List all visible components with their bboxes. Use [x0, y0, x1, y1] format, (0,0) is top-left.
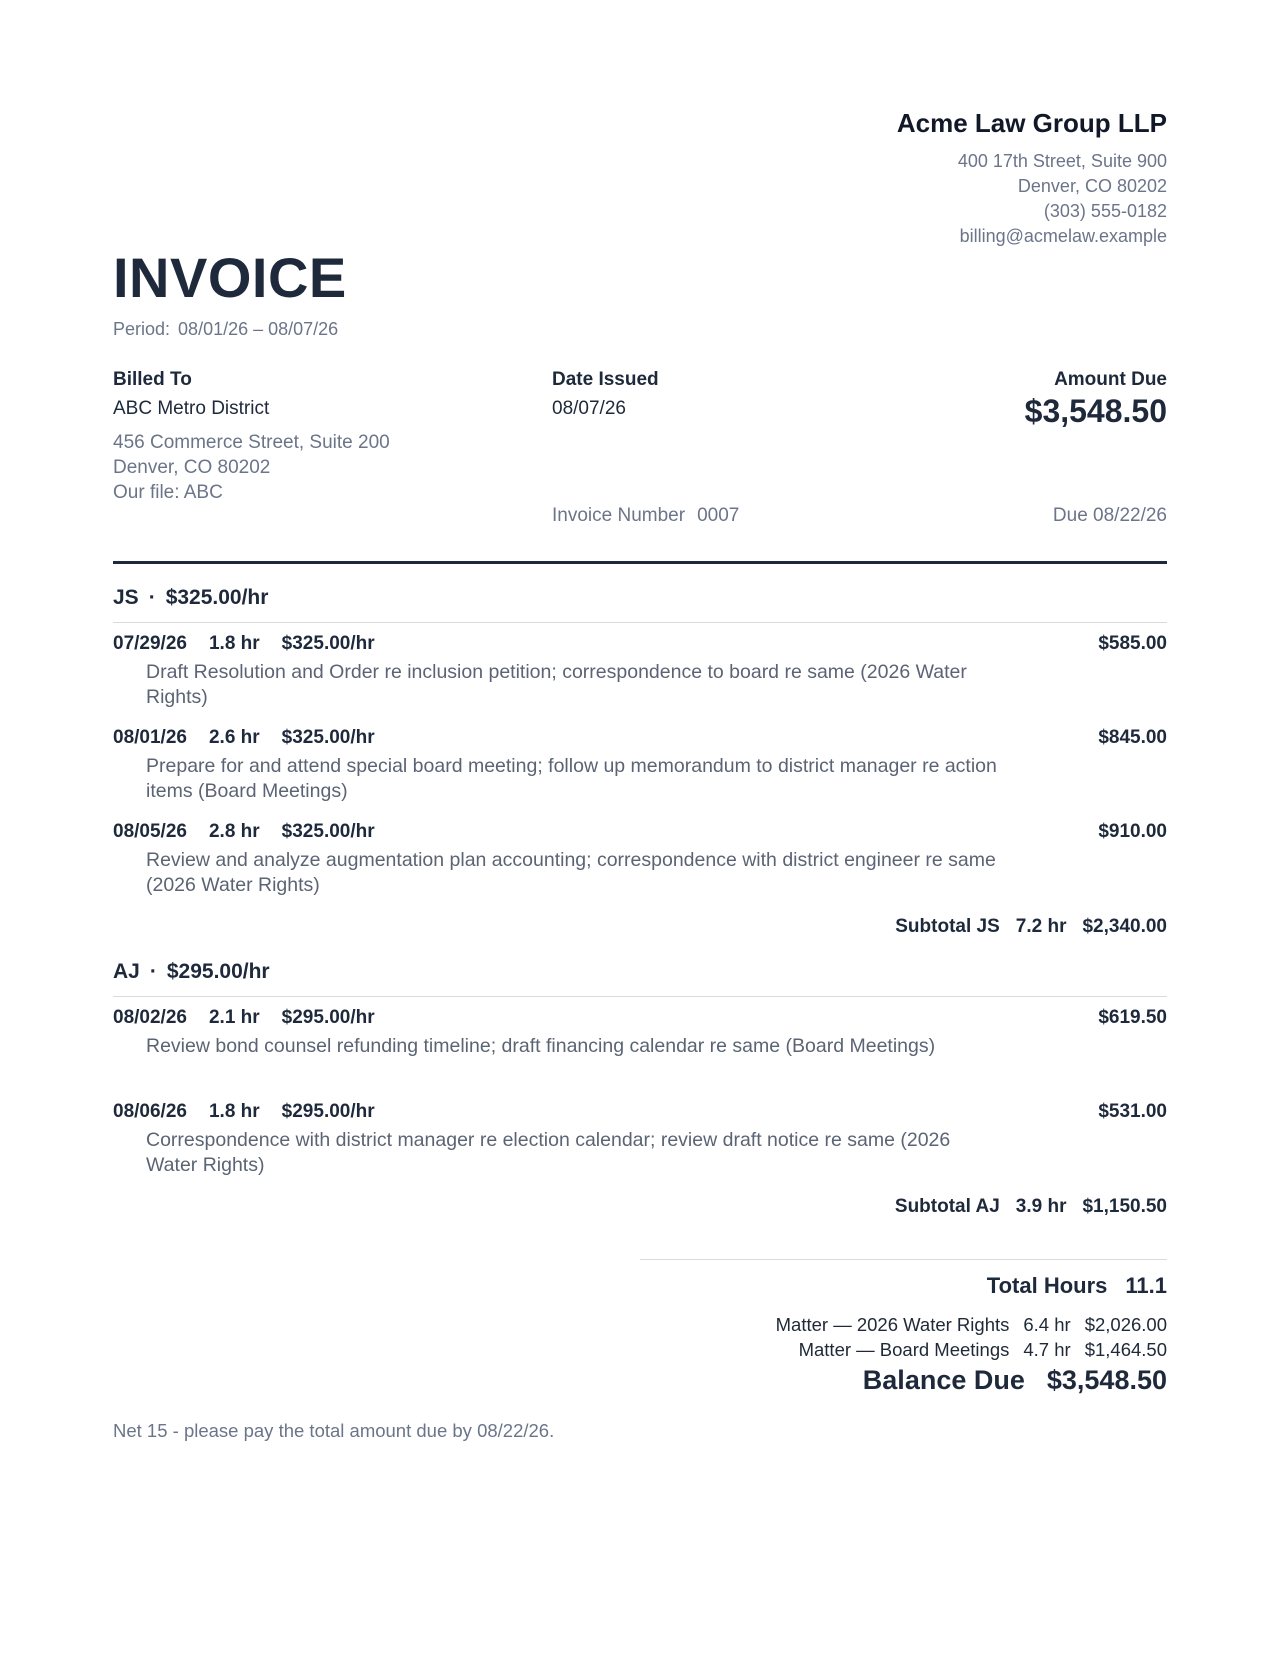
section-divider — [113, 996, 1167, 997]
invoice-title: INVOICE — [113, 246, 347, 309]
timekeeper-heading-js — [113, 586, 268, 610]
entry-date: 08/06/26 — [113, 1101, 187, 1122]
total-hours-value: 11.1 — [1125, 1273, 1167, 1298]
entry-hours: 2.8 hr — [208, 821, 260, 842]
date-issued-label: Date Issued — [552, 369, 659, 390]
entry-hours: 2.6 hr — [208, 727, 260, 748]
billed-to-label: Billed To — [113, 369, 192, 390]
payment-terms-note: Net 15 - please pay the total amount due by 08/22/26. — [113, 1420, 555, 1441]
entry-description: Review and analyze augmentation plan accounting; correspondence with district engineer re same (2026 Water Rights) — [146, 849, 996, 896]
entry-amount: $585.00 — [1098, 633, 1167, 654]
entry-amount: $531.00 — [1098, 1101, 1167, 1122]
date-issued-block — [552, 369, 659, 420]
subtotal-aj — [895, 1196, 1167, 1218]
period-value: 08/01/26 – 08/07/26 — [178, 319, 339, 339]
billed-to-block — [113, 369, 390, 505]
date-issued-value: 08/07/26 — [552, 398, 626, 419]
timekeeper-initials: JS — [113, 586, 139, 609]
entry-date: 08/02/26 — [113, 1007, 187, 1028]
subtotal-amount: $1,150.50 — [1082, 1196, 1167, 1217]
entry-rate: $325.00/hr — [281, 633, 375, 654]
matter-summary-row — [776, 1314, 1167, 1336]
client-address-line-1: 456 Commerce Street, Suite 200 — [113, 432, 390, 453]
subtotal-amount: $2,340.00 — [1082, 916, 1167, 937]
matter-hours: 4.7 hr — [1023, 1339, 1071, 1360]
invoice-period — [113, 319, 338, 340]
entry-rate: $295.00/hr — [281, 1007, 375, 1028]
time-entry — [113, 727, 1167, 804]
entry-date: 08/01/26 — [113, 727, 187, 748]
balance-due — [863, 1365, 1167, 1396]
invoice-number-label: Invoice Number — [552, 505, 686, 526]
client-file: Our file: ABC — [113, 482, 223, 503]
separator-dot: · — [149, 960, 157, 983]
matter-amount: $2,026.00 — [1084, 1314, 1167, 1335]
total-hours — [987, 1273, 1167, 1299]
matter-hours: 6.4 hr — [1023, 1314, 1071, 1335]
entry-amount: $619.50 — [1098, 1007, 1167, 1028]
matter-label: Matter — 2026 Water Rights — [775, 1314, 1010, 1335]
matter-label: Matter — Board Meetings — [798, 1339, 1010, 1360]
balance-due-label: Balance Due — [862, 1365, 1025, 1395]
timekeeper-heading-aj — [113, 960, 270, 984]
entry-rate: $295.00/hr — [281, 1101, 375, 1122]
entry-amount: $845.00 — [1098, 727, 1167, 748]
firm-address-line-1: 400 17th Street, Suite 900 — [957, 151, 1167, 171]
firm-address-line-2: Denver, CO 80202 — [1017, 176, 1167, 196]
balance-due-value: $3,548.50 — [1046, 1365, 1167, 1395]
timekeeper-rate: $295.00/hr — [166, 960, 270, 983]
entry-hours: 2.1 hr — [208, 1007, 260, 1028]
timekeeper-initials: AJ — [113, 960, 140, 983]
subtotal-js — [895, 916, 1167, 938]
amount-due-label: Amount Due — [1054, 369, 1167, 390]
entry-rate: $325.00/hr — [281, 727, 375, 748]
header-divider — [113, 561, 1167, 564]
firm-phone: (303) 555-0182 — [1043, 201, 1167, 221]
separator-dot: · — [148, 586, 156, 609]
due-date: Due 08/22/26 — [1052, 505, 1167, 526]
entry-rate: $325.00/hr — [281, 821, 375, 842]
timekeeper-rate: $325.00/hr — [165, 586, 269, 609]
period-label: Period: — [113, 319, 171, 339]
matter-summary-row — [799, 1339, 1167, 1361]
time-entry — [113, 1007, 1167, 1059]
client-name: ABC Metro District — [113, 398, 270, 419]
summary-divider — [640, 1259, 1167, 1260]
time-entry — [113, 821, 1167, 898]
subtotal-label: Subtotal JS — [895, 916, 1000, 937]
entry-amount: $910.00 — [1098, 821, 1167, 842]
subtotal-hours: 3.9 hr — [1015, 1196, 1067, 1217]
firm-name: Acme Law Group LLP — [896, 108, 1167, 138]
entry-description: Review bond counsel refunding timeline; draft financing calendar re same (Board Meetings) — [146, 1035, 936, 1057]
invoice-number-value: 0007 — [697, 505, 740, 526]
time-entry — [113, 633, 1167, 710]
firm-header — [897, 108, 1167, 249]
entry-description: Correspondence with district manager re election calendar; review draft notice re same (2026 Water Rights) — [146, 1129, 951, 1176]
amount-due-block — [1025, 369, 1167, 430]
total-hours-label: Total Hours — [986, 1273, 1108, 1298]
entry-hours: 1.8 hr — [208, 633, 260, 654]
subtotal-label: Subtotal AJ — [894, 1196, 1000, 1217]
entry-date: 07/29/26 — [113, 633, 187, 654]
client-address-line-2: Denver, CO 80202 — [113, 457, 271, 478]
entry-description: Prepare for and attend special board meeting; follow up memorandum to district manager re action items (Board Meetings) — [146, 755, 997, 802]
entry-description: Draft Resolution and Order re inclusion petition; correspondence to board re same (2026 Water Rights) — [146, 661, 967, 708]
amount-due-value: $3,548.50 — [1024, 393, 1167, 429]
firm-email: billing@acmelaw.example — [959, 226, 1167, 246]
entry-date: 08/05/26 — [113, 821, 187, 842]
section-divider — [113, 622, 1167, 623]
subtotal-hours: 7.2 hr — [1015, 916, 1067, 937]
invoice-number — [552, 505, 739, 527]
matter-amount: $1,464.50 — [1084, 1339, 1167, 1360]
entry-hours: 1.8 hr — [208, 1101, 260, 1122]
time-entry — [113, 1101, 1167, 1178]
